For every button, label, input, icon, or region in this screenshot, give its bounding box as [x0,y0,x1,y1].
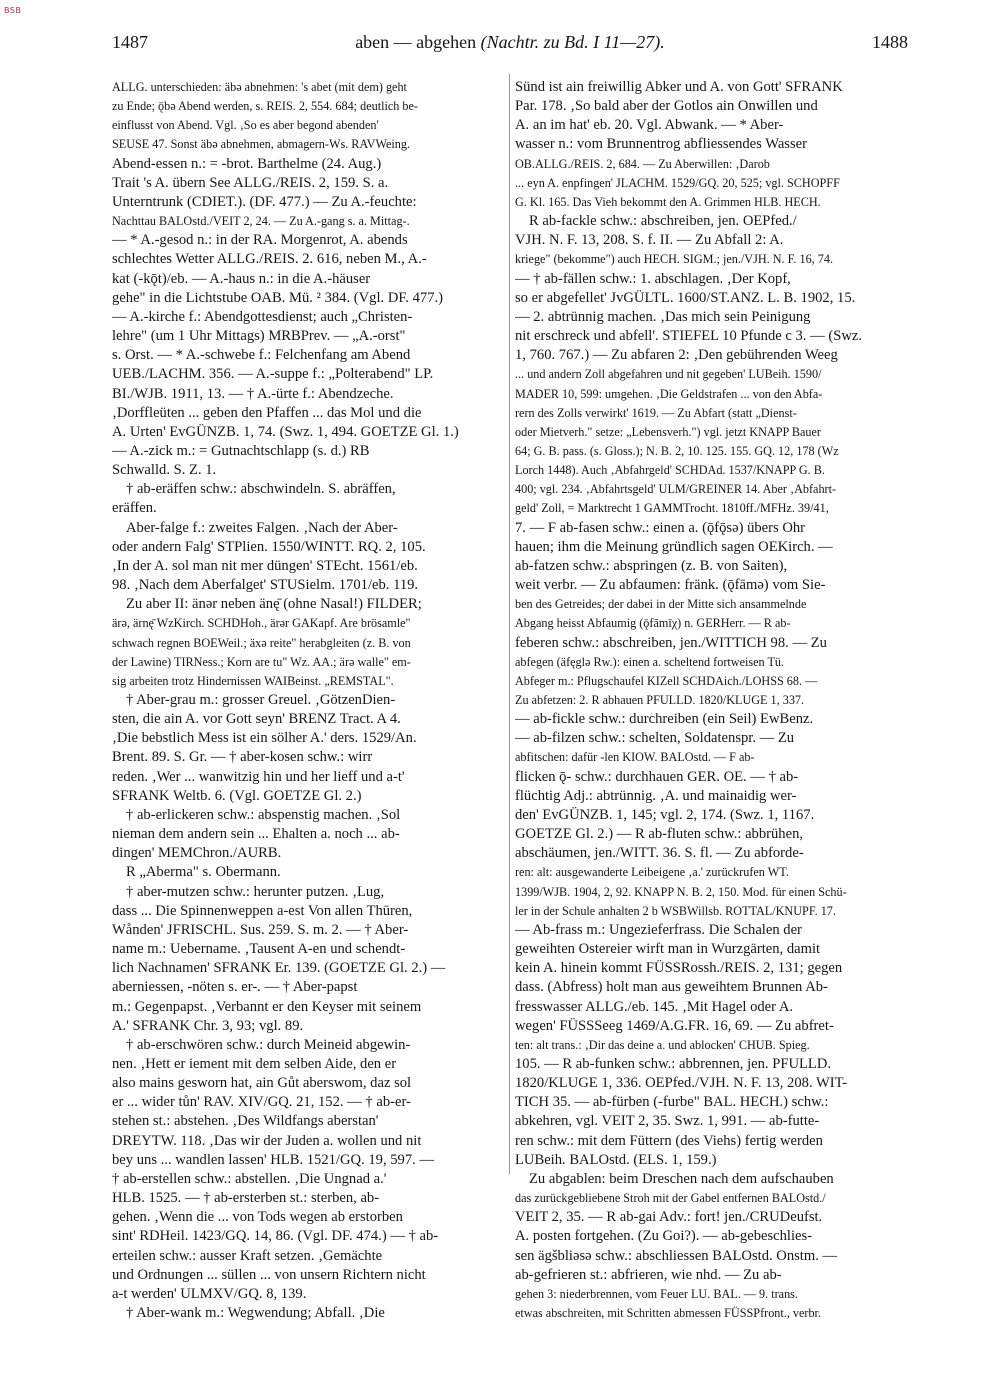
text-line: † aber-mutzen schw.: herunter putzen. ‚Lug, [126,883,385,900]
text-line: gehe" in die Lichtstube OAB. Mü. ² 384. (Vgl. DF. 477.) [112,289,444,306]
text-line: ärə, ärnę̄ WzKirch. SCHDHoh., ärər GAKapf. Are brösamle" [112,616,411,631]
text-line: ALLG. unterschieden: äbə abnehmen: 's abet (mit dem) geht [112,80,407,94]
text-line: A. an im hat' eb. 20. Vgl. Abwank. — * Aber- [515,117,784,134]
text-line: nit erschreck und abfell'. STIEFEL 10 Pfunde c 3. — (Swz. [515,328,862,345]
text-line: 7. — F ab-fasen schw.: einen a. (ǭfǭsə) übers Ohr [515,519,806,536]
text-line: dass ... Die Spinnenweppen a-est Von allen Thūren, [112,902,413,919]
text-line: Zu abgablen: beim Dreschen nach dem aufschauben [529,1170,834,1187]
text-line: 64; G. B. pass. (s. Gloss.); N. B. 2, 10. 125. 155. GQ. 12, 178 (Wz [515,443,839,458]
text-line: † ab-erschwören schw.: durch Meineid abgewin- [126,1036,411,1053]
text-line: einflusst von Abend. Vgl. ‚So es aber begond abenden' [112,118,379,133]
text-line: m.: Gegenpapst. ‚Verbannt er den Keyser mit seinem [112,998,422,1015]
page-number-right: 1488 [872,32,908,52]
text-line: A.' SFRANK Chr. 3, 93; vgl. 89. [112,1017,304,1034]
text-line: wasser n.: vom Brunnentrog abfliessendes Wasser [515,136,807,153]
column-divider [509,74,510,1174]
text-line: a-t werden' ULMXV/GQ. 8, 139. [112,1285,307,1302]
text-line: ab-fatzen schw.: abspringen (z. B. von Saiten), [515,557,788,574]
text-line: Zu aber II: änər neben änę̄ (ohne Nasal!) FILDER; [126,596,422,613]
text-line: — * A.-gesod n.: in der RA. Morgenrot, A. abends [112,232,408,249]
text-line: dingen' MEMChron./AURB. [112,845,282,862]
text-line: † ab-erstellen schw.: abstellen. ‚Die Ungnad a.' [112,1170,387,1187]
text-line: Aber-falge f.: zweites Falgen. ‚Nach der Aber- [126,519,398,536]
text-line: kein A. hinein kommt FÜSSRossh./REIS. 2, 131; gegen [515,960,843,977]
text-line: UEB./LACHM. 356. — A.-suppe f.: „Polterabend" LP. [112,366,434,383]
text-line: eräffen. [112,500,157,517]
text-line: den' EvGÜNZB. 1, 145; vgl. 2, 174. (Swz. 1, 1167. [515,806,815,823]
right-column [515,78,908,1323]
text-line: VJH. N. F. 13, 208. S. f. II. — Zu Abfall 2: A. [515,232,784,249]
text-line: Abgang heisst Abfaumig (ǭfāmīχ) n. GERHerr. — R ab- [515,616,791,631]
text-line: A. Urten' EvGÜNZB. 1, 74. (Swz. 1, 494. GOETZE Gl. 1.) [112,423,459,440]
left-column [112,78,505,1323]
text-line: — 2. abtrünnig machen. ‚Das mich sein Peinigung [515,308,811,325]
text-line: so er abgefellet' JvGÜLTL. 1600/ST.ANZ. L. B. 1902, 15. [515,289,856,306]
text-line: bey uns ... wandlen lassen' HLB. 1521/GQ. 19, 597. — [112,1151,435,1168]
text-line: Brent. 89. S. Gr. — † aber-kosen schw.: wirr [112,749,373,766]
text-line: HLB. 1525. — † ab-ersterben st.: sterben, ab- [112,1190,380,1207]
text-line: wegen' FÜSSSeeg 1469/A.G.FR. 16, 69. — Zu abfret- [515,1017,834,1034]
text-line: BI./WJB. 1911, 13. — † A.-ürte f.: Abendzeche. [112,385,394,402]
text-line: er ... wider tůn' RAV. XIV/GQ. 21, 152. — † ab-er- [112,1094,411,1111]
text-line: oder andern Falg' STPlien. 1550/WINTT. RQ. 2, 105. [112,538,426,555]
text-line: Lorch 1448). Auch ‚Abfahrgeld' SCHDAd. 1537/KNAPP G. B. [515,463,825,478]
text-line: G. Kl. 165. Das Vieh bekommt den A. Grimmen HLB. HECH. [515,194,821,209]
text-line: Par. 178. ‚So bald aber der Gotlos ain Onwillen und [515,98,818,115]
text-line: dass. (Abfress) holt man aus geweihtem Brunnen Ab- [515,979,828,996]
text-line: DREYTW. 118. ‚Das wir der Juden a. wollen und nit [112,1132,422,1149]
text-line: schwach regnen BOEWeil.; äxə reite" herabgleiten (z. B. von [112,635,411,650]
text-line: weit verbr. — Zu abfaumen: fränk. (ǭfāmə) vom Sie- [515,577,826,594]
text-line: † Aber-grau m.: grosser Greuel. ‚GötzenDien- [126,692,396,708]
text-line: also mains gesworn hat, ain Gůt aberswom, daz sol [112,1075,412,1092]
text-line: ... eyn A. enpfingen' JLACHM. 1529/GQ. 20, 525; vgl. SCHOPFF [515,175,840,190]
text-line: VEIT 2, 35. — R ab-gai Adv.: fort! jen./CRUDeufst. [515,1209,823,1226]
text-line: SEUSE 47. Sonst äbə abnehmen, abmagern-Ws. RAVWeing. [112,137,411,152]
text-line: 1399/WJB. 1904, 2, 92. KNAPP N. B. 2, 150. Mod. für einen Schü- [515,884,847,899]
text-line: s. Orst. — * A.-schwebe f.: Felchenfang am Abend [112,347,411,364]
text-line: † ab-eräffen schw.: abschwindeln. S. abräffen, [126,481,396,498]
text-line: Zu abfetzen: 2. R abhauen PFULLD. 1820/KLUGE 1, 337. [515,693,805,707]
text-line: nen. ‚Hett er iement mit dem selben Aide, den er [112,1055,397,1072]
text-line: GOETZE Gl. 2.) — R ab-fluten schw.: abbrühen, [515,826,804,843]
text-line: schlechtes Wetter ALLG./REIS. 2. 616, neben M., A.- [112,251,427,268]
text-line: ler in der Schule anhalten 2 b WSBWillsb. ROTTAL/KNUPF. 17. [515,903,836,918]
text-line: Abfeger m.: Pflugschaufel KIZell SCHDAich./LOHSS 68. — [515,673,818,688]
page-header [112,32,908,58]
text-line: das zurückgebliebene Stroh mit der Gabel entfernen BALOstd./ [515,1191,826,1206]
text-line: lehre" (um 1 Uhr Mittags) MRBPrev. — „A.-orst" [112,328,406,345]
page-number-left: 1487 [112,32,148,52]
text-line: ‚Die bebstlich Mess ist ein sölher A.' ders. 1529/An. [112,730,417,747]
text-line: abfegen (äfęglə Rw.): einen a. scheltend fortweisen Tü. [515,654,785,669]
text-line: oder Mietverh." setze: „Lebensverh.") vgl. jetzt KNAPP Bauer [515,424,821,439]
text-line: — ab-fickle schw.: durchreiben (ein Seil) EwBenz. [515,711,814,728]
text-line: feberen schw.: abschreiben, jen./WITTICH 98. — Zu [515,634,827,651]
text-line: flüchtig Adj.: abtrünnig. ‚A. und mainaidig wer- [515,787,797,804]
text-line: ‚In der A. sol man nit mer düngen' STEcht. 1561/eb. [112,557,418,574]
text-line: abschäumen, jen./WITT. 36. S. fl. — Zu abforde- [515,845,804,862]
text-line: 98. ‚Nach dem Aberfalget' STUSielm. 1701/eb. 119. [112,577,419,594]
text-line: Trait 's A. übern See ALLG./REIS. 2, 159. S. a. [112,174,389,191]
text-line: ren: alt: ausgewanderte Leibeigene ‚a.' zurückrufen WT. [515,865,789,880]
text-line: geld' Zoll, = Marktrecht 1 GAMMTrocht. 1810ff./MFHz. 39/41, [515,501,829,516]
text-line: der Lawine) TIRNess.; Korn are tu" Wz. AA.; ärə walle" em- [112,654,411,669]
text-line: fresswasser ALLG./eb. 145. ‚Mit Hagel oder A. [515,998,794,1015]
text-line: MADER 10, 599: umgehen. ‚Die Geldstrafen ... von den Abfa- [515,386,823,401]
text-line: Unterntrunk (CDIET.). (DF. 477.) — Zu A.-feuchte: [112,193,417,210]
text-line: nieman dem andern sein ... Ehalten a. noch ... ab- [112,826,400,843]
text-line: sen ägšbliəsə schw.: abschliessen BALOstd. Onstm. — [515,1247,838,1264]
text-line: und Ordnungen ... süllen ... von unsern Richtern nicht [112,1266,426,1283]
text-line: 1820/KLUGE 1, 336. OEPfed./VJH. N. F. 13, 208. WIT- [515,1075,848,1092]
text-line: rern des Zolls verwirkt' 1619. — Zu Abfart (statt „Dienst- [515,405,797,420]
text-line: R ab-fackle schw.: abschreiben, jen. OEPfed./ [529,213,797,230]
text-line: — Ab-frass m.: Ungezieferfrass. Die Schalen der [515,921,802,938]
running-title-note: (Nachtr. zu Bd. I 11—27). [480,32,665,52]
text-line: zu Ende; ǭbə Abend werden, s. REIS. 2, 554. 684; deutlich be- [112,99,418,114]
text-line: OB.ALLG./REIS. 2, 684. — Zu Aberwillen: ‚Darob [515,156,770,171]
text-line: Nachttau BALOstd./VEIT 2, 24. — Zu A.-gang s. a. Mittag-. [112,214,410,229]
text-line: flicken ǭ- schw.: durchhauen GER. OE. — † ab- [515,768,799,785]
text-line: Abend-essen n.: = -brot. Barthelme (24. Aug.) [112,155,382,172]
text-line: ... und andern Zoll abgefahren und nit gegeben' LUBeih. 1590/ [515,367,822,382]
text-line: aberniessen, -nöten s. er-. — † Aber-papst [112,979,358,996]
text-line: Schwalld. S. Z. 1. [112,462,217,479]
text-line: 400; vgl. 234. ‚Abfahrtsgeld' ULM/GREINER 14. Aber ‚Abfahrt- [515,482,837,497]
text-line: R „Aberma" s. Obermann. [126,864,281,881]
text-line: TICH 35. — ab-fürben (-furbe" BAL. HECH.) schw.: [515,1094,829,1111]
text-line: ben des Getreides; der dabei in der Mitte sich ansammelnde [515,597,807,612]
text-line: sten, die ain A. vor Gott seyn' BRENZ Tract. A 4. [112,711,401,728]
text-line: etwas abschreiten, mit Schritten abmessen FÜSSPfront., verbr. [515,1306,821,1320]
text-line: — A.-kirche f.: Abendgottesdienst; auch „Christen- [112,308,413,325]
text-line: stehen st.: abstehen. ‚Des Wildfangs aberstan' [112,1113,379,1130]
text-line: gehen. ‚Wenn die ... von Tods wegen ab erstorben [112,1209,403,1226]
text-line: † Aber-wank m.: Wegwendung; Abfall. ‚Die [126,1305,385,1321]
text-line: sint' RDHeil. 1423/GQ. 14, 86. (Vgl. DF. 474.) — † ab- [112,1228,439,1245]
text-line: Sünd ist ain freiwillig Abker und A. von Gott' SFRANK [515,79,843,95]
text-line: ab-gefrieren st.: abfrieren, wie nhd. — Zu ab- [515,1266,782,1283]
text-line: — † ab-fällen schw.: 1. abschlagen. ‚Der Kopf, [515,270,791,287]
text-line: sig arbeiten trotz Hindernissen WAIBeinst. „REMSTAL". [112,673,394,688]
text-line: A. posten fortgehen. (Zu Goi?). — ab-gebeschlies- [515,1228,813,1245]
running-title [112,32,908,53]
text-line: name m.: Uebername. ‚Tausent A-en und schendt- [112,941,406,958]
text-line: lich Nachnamen' SFRANK Er. 139. (GOETZE Gl. 2.) — [112,960,446,977]
text-line: — ab-filzen schw.: schelten, Soldatenspr. — Zu [515,730,795,747]
running-title-main: aben — abgehen [355,32,477,52]
text-line: SFRANK Weltb. 6. (Vgl. GOETZE Gl. 2.) [112,787,362,804]
text-line: 105. — R ab-funken schw.: abbrennen, jen. PFULLD. [515,1055,832,1072]
library-stamp: BSB [4,6,22,15]
text-line: ren schw.: mit dem Füttern (des Viehs) fertig werden [515,1132,823,1149]
text-line: — A.-zick m.: = Gutnachtschlapp (s. d.) RB [112,442,370,459]
text-line: abfitschen: dafür -len KIOW. BALOstd. — F ab- [515,750,755,765]
text-line: † ab-erlickeren schw.: abspenstig machen. ‚Sol [126,806,401,823]
text-line: abkehren, vgl. VEIT 2, 35. Swz. 1, 991. — ab-futte- [515,1113,820,1130]
text-line: geweihten Ostereier wirft man in Wurzgärten, damit [515,941,821,958]
text-line: LUBeih. BALOstd. (ELS. 1, 159.) [515,1151,717,1168]
text-line: hauen; ihm die Meinung gründlich sagen OEKirch. — [515,538,833,555]
text-line: ten: alt trans.: ‚Dir das deine a. und ablocken' CHUB. Spieg. [515,1037,810,1052]
text-line: erteilen schw.: ausser Kraft setzen. ‚Gemächte [112,1247,383,1264]
text-line: ‚Dorffleüten ... geben den Pfaffen ... das Mol und die [112,404,422,421]
text-line: gehen 3: niederbrennen, vom Feuer LU. BAL. — 9. trans. [515,1286,798,1301]
text-line: 1, 760. 767.) — Zu abfaren 2: ‚Den gebührenden Weeg [515,347,838,364]
text-line: Wånden' JFRISCHL. Sus. 259. S. m. 2. — † Aber- [112,921,409,938]
text-line: reden. ‚Wer ... wanwitzig hin und her lieff und a-t' [112,768,405,785]
text-line: kat (-kǭt)/eb. — A.-haus n.: in die A.-häuser [112,270,371,287]
text-line: kriege" (bekomme") auch HECH. SIGM.; jen./VJH. N. F. 16, 74. [515,252,834,267]
